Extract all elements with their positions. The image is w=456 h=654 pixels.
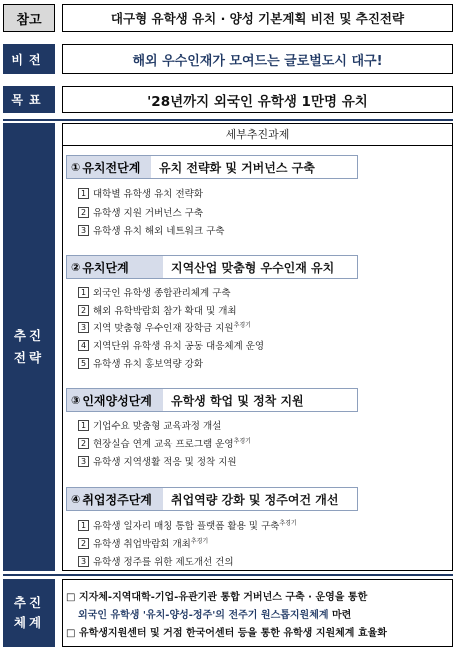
item-number: 3 [78,225,89,236]
item-text: 유학생 일자리 매칭 통합 플랫폼 활용 및 구축 [93,521,280,532]
system-line-1-text: 지자체-지역대학-기업-유관기관 통합 거버넌스 구축 · 운영을 통한 [78,592,368,603]
item-text: 유학생 정주를 위한 제도개선 건의 [93,557,234,568]
item-text: 유학생 지역생활 적응 및 정착 지원 [93,457,237,468]
item-number: 3 [78,456,89,467]
stage-1-item-3 [78,222,224,238]
system-line-2 [78,606,351,621]
vision-tag: 비전 [3,44,55,74]
system-line-2-highlight: 외국인 유학생 '유치-양성-정주'의 전주기 원스톱지원체계 [78,610,329,621]
stage-4-title-box [67,488,163,510]
stage-2-item-3 [78,319,251,335]
stage-3-title-box [67,389,163,411]
vision-text: 해외 우수인재가 모여드는 글로벌도시 대구! [62,44,453,74]
stage-2-item-5 [78,355,203,371]
stage-3-title: 인재양성단계 [82,393,152,408]
system-line-3 [66,624,387,639]
system-line-2-tail: 마련 [328,610,352,621]
stage-1-header [66,155,358,179]
stage-2-item-4 [78,337,264,353]
stage-2-title: 유치단계 [82,260,129,275]
stage-4-desc: 취업역량 강화 및 정주여건 개선 [171,492,339,507]
item-text: 유학생 지원 거버넌스 구축 [93,208,204,219]
strategy-tag-line2: 전략 [13,350,45,365]
bullet: □ [66,592,76,603]
item-number: 1 [78,287,89,298]
item-number: 4 [78,340,89,351]
item-text: 현장실습 연계 교육 프로그램 운영 [93,439,234,450]
stage-1-number: ① [71,160,81,174]
item-number: 2 [78,207,89,218]
item-number: 5 [78,358,89,369]
stage-3-item-1 [78,417,221,433]
stage-3-number: ③ [71,393,81,407]
stage-4-header [66,487,358,511]
stage-3-desc: 유학생 학업 및 정착 지원 [171,393,304,408]
goal-tag: 목표 [3,86,55,113]
item-text: 해외 유학박람회 참가 확대 및 개최 [93,306,237,317]
system-tag-line1: 추진 [13,595,45,610]
stage-4-title: 취업정주단계 [82,492,152,507]
stage-3-item-2 [78,435,251,451]
item-text: 유학생 유치 홍보역량 강화 [93,359,204,370]
divider-top [3,119,453,121]
stage-2-header [66,255,358,279]
stage-1-title: 유치전단계 [82,160,141,175]
reference-tag: 참고 [3,4,55,32]
item-number: 1 [78,188,89,199]
strategy-tag [3,123,55,571]
item-number: 3 [78,322,89,333]
stage-2-desc: 지역산업 맞춤형 우수인재 유치 [171,260,335,275]
stage-3-item-3 [78,453,237,469]
item-text: 유학생 취업박람회 개최 [93,539,191,550]
item-text: 외국인 유학생 종합관리체계 구축 [93,288,231,299]
item-text: 유학생 유치 해외 네트워크 구축 [93,226,225,237]
stage-1-item-1 [78,185,203,201]
item-number: 3 [78,556,89,567]
bullet: □ [66,628,76,639]
item-number: 2 [78,438,89,449]
stage-2-item-1 [78,284,231,300]
system-line-1 [66,588,367,603]
section-title: 세부추진과제 [225,128,290,141]
document-title: 대구형 유학생 유치 · 양성 기본계획 비전 및 추진전략 [62,4,453,32]
stage-2-title-box [67,256,163,278]
divider-bottom [3,574,453,576]
stage-1-item-2 [78,204,203,220]
stage-4-item-1 [78,517,297,533]
item-number: 1 [78,420,89,431]
system-tag-line2: 체계 [13,615,45,630]
supplementary-budget-mark: 추경기 [233,321,251,329]
section-title-divider [62,145,453,146]
item-number: 1 [78,520,89,531]
system-tag [3,579,55,647]
supplementary-budget-mark: 추경기 [190,537,209,545]
stage-1-title-box [67,156,151,178]
stage-3-header [66,388,358,412]
stage-2-number: ② [71,260,81,274]
item-number: 2 [78,305,89,316]
item-text: 지역단위 유학생 유치 공동 대응체계 운영 [93,341,265,352]
stage-4-number: ④ [71,492,81,506]
item-text: 기업수요 맞춤형 교육과정 개설 [93,421,222,432]
system-line-3-text: 유학생지원센터 및 거점 한국어센터 등을 통한 유학생 지원체계 효율화 [78,628,387,639]
stage-4-item-3 [78,553,234,569]
stage-4-item-2 [78,535,208,551]
goal-text: '28년까지 외국인 유학생 1만명 유치 [62,86,453,113]
strategy-tag-line1: 추진 [13,328,45,343]
stage-2-item-2 [78,302,237,318]
supplementary-budget-mark: 추경기 [279,519,297,527]
stage-1-desc: 유치 전략화 및 거버넌스 구축 [159,160,315,175]
item-text: 지역 맞춤형 우수인재 장학금 지원 [93,323,234,334]
supplementary-budget-mark: 추경기 [233,437,251,445]
item-number: 2 [78,538,89,549]
item-text: 대학별 유학생 유치 전략화 [93,189,204,200]
